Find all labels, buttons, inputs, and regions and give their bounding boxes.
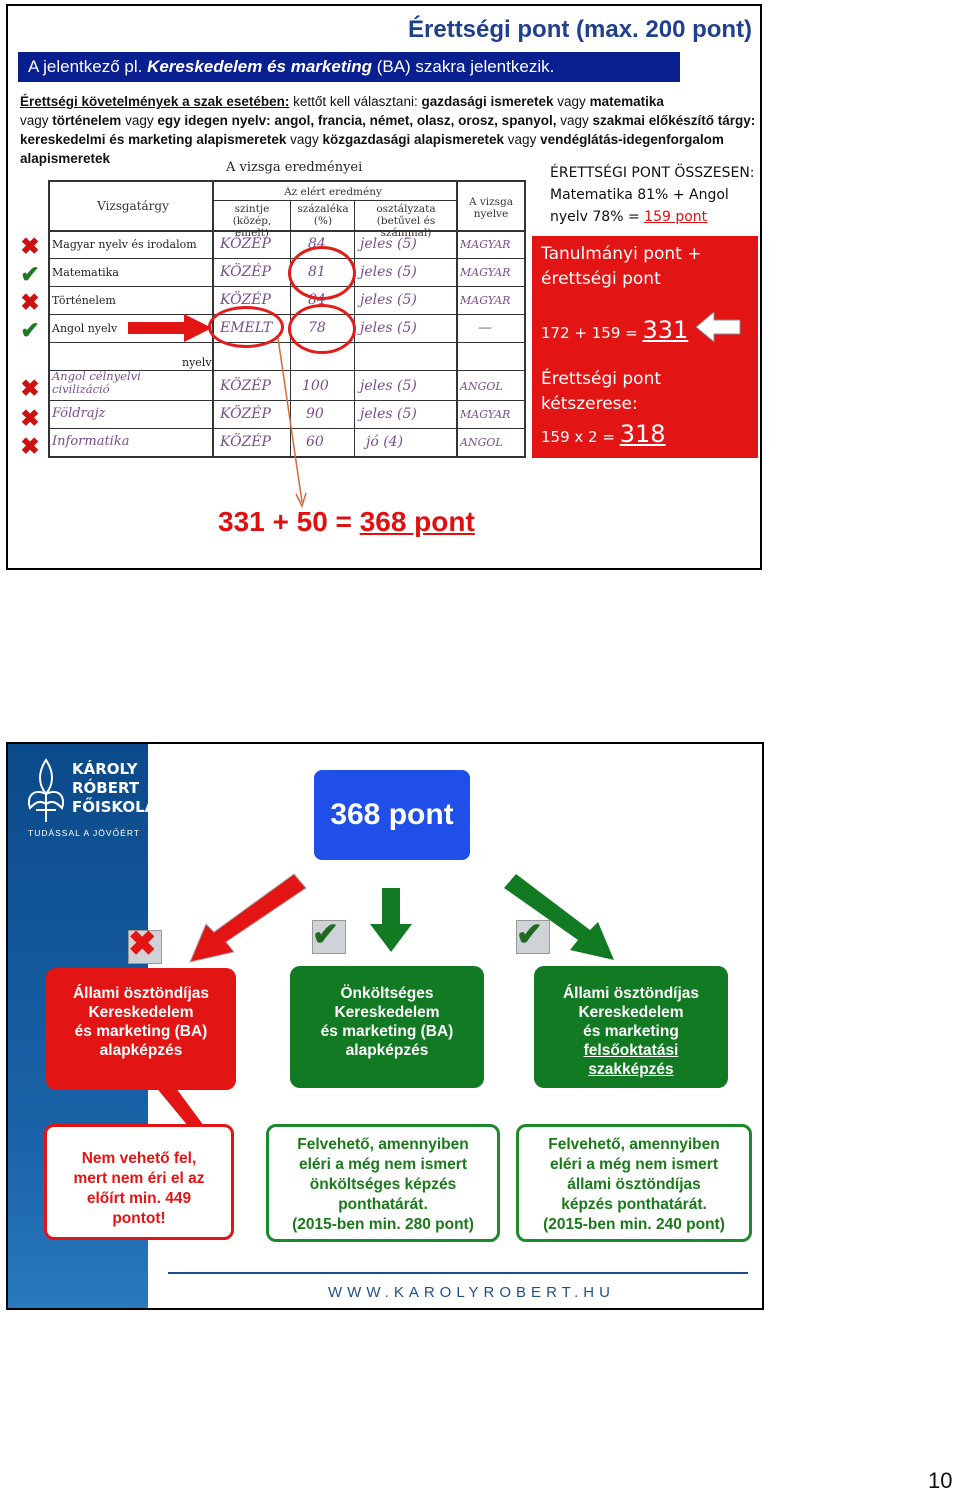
box-line: és marketing (583, 1023, 679, 1040)
req-part: vagy (504, 132, 541, 147)
note-line: mert nem éri el az (73, 1170, 205, 1187)
note-line: Felvehető, amennyiben (548, 1136, 720, 1153)
x-mark-icon: ✖ (20, 289, 40, 315)
row-subject: Angol célnyelvi civilizáció (52, 369, 141, 396)
option-box-state-vocational (534, 966, 728, 1088)
row-level: KÖZÉP (220, 292, 271, 308)
req-part: kettőt kell választani: (289, 94, 422, 109)
form-line (48, 258, 526, 259)
form-line (214, 200, 456, 201)
option-box-state-ba (46, 968, 236, 1090)
row-grade: jeles (5) (360, 378, 417, 394)
calc2-result: 318 (619, 420, 666, 448)
req-part: vagy (121, 113, 158, 128)
logo-name (72, 760, 156, 817)
row-level: KÖZÉP (220, 264, 271, 280)
note-line: állami ösztöndíjas (567, 1176, 701, 1193)
calc-title: Tanulmányi pont + érettségi pont (541, 244, 702, 289)
calc-result: 331 (642, 316, 689, 344)
summary-panel (550, 162, 766, 228)
slide-2 (6, 742, 764, 1310)
row-language: ANGOL (460, 380, 503, 393)
requirements-text (20, 92, 756, 168)
req-part: egy idegen nyelv: angol, francia, német, olasz, orosz, spanyol, (157, 113, 557, 128)
req-part: történelem (52, 113, 122, 128)
box-line: Kereskedelem (334, 1004, 440, 1021)
check-mark-icon: ✔ (516, 916, 543, 952)
box-line: és marketing (BA) (320, 1023, 454, 1040)
fleur-de-lis-icon (24, 758, 68, 824)
row-subject: Informatika (52, 434, 130, 449)
connector-arrow (268, 336, 328, 516)
row-level: EMELT (220, 320, 273, 336)
box-line: Állami ösztöndíjas (72, 985, 210, 1002)
check-mark-icon: ✔ (20, 261, 40, 287)
x-mark-icon: ✖ (20, 405, 40, 431)
form-title: A vizsga eredményei (226, 160, 363, 175)
form-line (48, 286, 526, 287)
note-line: (2015-ben min. 280 pont) (292, 1216, 474, 1233)
row-percent: 60 (306, 434, 324, 450)
box-line: alapképzés (99, 1042, 183, 1059)
box-line: felsőoktatási (583, 1042, 679, 1059)
row-grade: jó (4) (366, 434, 404, 450)
calculation-box (532, 236, 758, 458)
bar-prefix: A jelentkező pl. (28, 57, 148, 76)
total-points-box: 368 pont (314, 770, 470, 860)
calc2-line (541, 420, 666, 448)
box-line: Kereskedelem (88, 1004, 194, 1021)
note-line: Nem vehető fel, (81, 1150, 197, 1167)
req-part: gazdasági ismeretek (421, 94, 554, 109)
final-result: 368 pont (359, 506, 475, 537)
box-line: alapképzés (345, 1042, 429, 1059)
row-grade: jeles (5) (360, 236, 417, 252)
req-part: közgazdasági alapismeretek (322, 132, 505, 147)
req-part: vagy (286, 132, 323, 147)
summary-result: 159 pont (644, 209, 708, 225)
form-line (48, 314, 526, 315)
callout-tail (148, 1080, 208, 1130)
row-grade: jeles (5) (360, 292, 417, 308)
white-arrow-left-icon (696, 312, 742, 342)
row-subject: Földrajz (52, 406, 106, 421)
logo-line: FŐISKOLA (72, 798, 157, 816)
calc-line (541, 316, 688, 344)
row-percent: 81 (308, 264, 326, 280)
header-subject: Vizsgatárgy (97, 199, 169, 213)
row-language: MAGYAR (460, 238, 511, 251)
note-line: Felvehető, amennyiben (297, 1136, 469, 1153)
row-grade: jeles (5) (360, 264, 417, 280)
row-percent: 84 (308, 236, 326, 252)
row-percent: 84 (308, 292, 326, 308)
note-line: pontot! (112, 1210, 166, 1227)
college-logo (22, 754, 157, 840)
row-level: KÖZÉP (220, 434, 271, 450)
form-line (48, 180, 526, 182)
form-line (48, 180, 50, 458)
req-part: vagy (553, 94, 590, 109)
page-number: 10 (928, 1468, 953, 1493)
header-percent: százaléka (%) (297, 203, 349, 227)
logo-line: KÁROLY (72, 760, 138, 778)
x-mark-icon: ✖ (128, 925, 157, 963)
row-level: KÖZÉP (220, 236, 271, 252)
note-not-admissible (44, 1124, 234, 1240)
calc2-title: Érettségi pont kétszerese: (541, 369, 662, 414)
row-language: ANGOL (460, 436, 503, 449)
note-line: ponthatárát. (338, 1196, 428, 1213)
summary-heading: ÉRETTSÉGI PONT ÖSSZESEN: (550, 165, 755, 181)
note-line: (2015-ben min. 240 pont) (543, 1216, 725, 1233)
slide-1 (6, 4, 762, 570)
row-percent: 90 (306, 406, 324, 422)
note-line: önköltséges képzés (309, 1176, 457, 1193)
row-subject: Matematika (52, 266, 119, 279)
footer-divider (168, 1272, 748, 1274)
row-percent: 100 (302, 378, 329, 394)
req-part: matematika (589, 94, 664, 109)
calc2-expression: 159 x 2 = (541, 428, 620, 446)
row-language: MAGYAR (460, 266, 511, 279)
calc-expression: 172 + 159 = (541, 324, 643, 342)
req-part: szakmai előkészítő tárgy: kereskedelmi és marketing alapismeretek (20, 113, 756, 147)
row-subject: Angol nyelv (52, 322, 118, 335)
box-line: és marketing (BA) (74, 1023, 208, 1040)
check-mark-icon: ✔ (312, 916, 339, 952)
row-language: MAGYAR (460, 294, 511, 307)
note-line: előírt min. 449 (86, 1190, 192, 1207)
slide-title: Érettségi pont (max. 200 pont) (408, 16, 753, 43)
form-line (524, 180, 526, 458)
header-grade: osztályzata (betűvel és számmal) (376, 203, 436, 239)
green-down-arrow-icon (368, 888, 414, 954)
note-state-vocational-admissible (516, 1124, 752, 1242)
summary-calc: Matematika 81% + Angol nyelv 78% = (550, 187, 729, 225)
note-line: eléri a még nem ismert (299, 1156, 467, 1173)
box-line: Kereskedelem (578, 1004, 684, 1021)
bar-major: Kereskedelem és marketing (147, 57, 372, 76)
row-language: MAGYAR (460, 408, 511, 421)
final-calculation (218, 506, 475, 538)
req-part: vagy (20, 113, 53, 128)
check-mark-icon: ✔ (20, 317, 40, 343)
box-line: Önköltséges (340, 985, 434, 1002)
note-line: képzés ponthatárát. (561, 1196, 707, 1213)
form-line (456, 180, 458, 458)
bar-suffix: (BA) szakra jelentkezik. (371, 57, 555, 76)
req-lead: Érettségi követelmények a szak esetében: (20, 94, 290, 109)
nyelv-label: nyelv (182, 356, 212, 369)
option-box-paid-ba (290, 966, 484, 1088)
red-down-left-arrow-icon (184, 868, 310, 968)
logo-tagline: TUDÁSSAL A JÖVŐÉRT (28, 828, 141, 838)
box-line: szakképzés (588, 1061, 674, 1078)
row-level: KÖZÉP (220, 378, 271, 394)
req-part: vendéglátás-idegenforgalom alapismeretek (20, 132, 724, 166)
highlight-circle (288, 246, 356, 300)
row-grade: jeles (5) (360, 406, 417, 422)
x-mark-icon: ✖ (20, 375, 40, 401)
row-percent: 78 (308, 320, 326, 336)
box-line: Állami ösztöndíjas (562, 985, 700, 1002)
header-result: Az elért eredmény (284, 186, 382, 198)
row-subject: Történelem (52, 294, 116, 307)
x-mark-icon: ✖ (20, 433, 40, 459)
row-subject: Magyar nyelv és irodalom (52, 238, 197, 251)
header-language: A vizsga nyelve (468, 196, 514, 220)
summary-line (550, 184, 766, 228)
applicant-bar (18, 52, 680, 82)
note-paid-admissible (266, 1124, 500, 1242)
website-link[interactable]: WWW.KAROLYROBERT.HU (328, 1284, 615, 1301)
req-part: vagy (556, 113, 593, 128)
row-grade: jeles (5) (360, 320, 417, 336)
x-mark-icon: ✖ (20, 233, 40, 259)
header-level: szintje (közép, emelt) (232, 203, 272, 239)
row-language: — (478, 320, 492, 336)
final-expression: 331 + 50 = (218, 506, 360, 537)
note-line: eléri a még nem ismert (550, 1156, 718, 1173)
logo-line: RÓBERT (72, 779, 140, 797)
red-arrow-icon (128, 314, 214, 342)
row-level: KÖZÉP (220, 406, 271, 422)
